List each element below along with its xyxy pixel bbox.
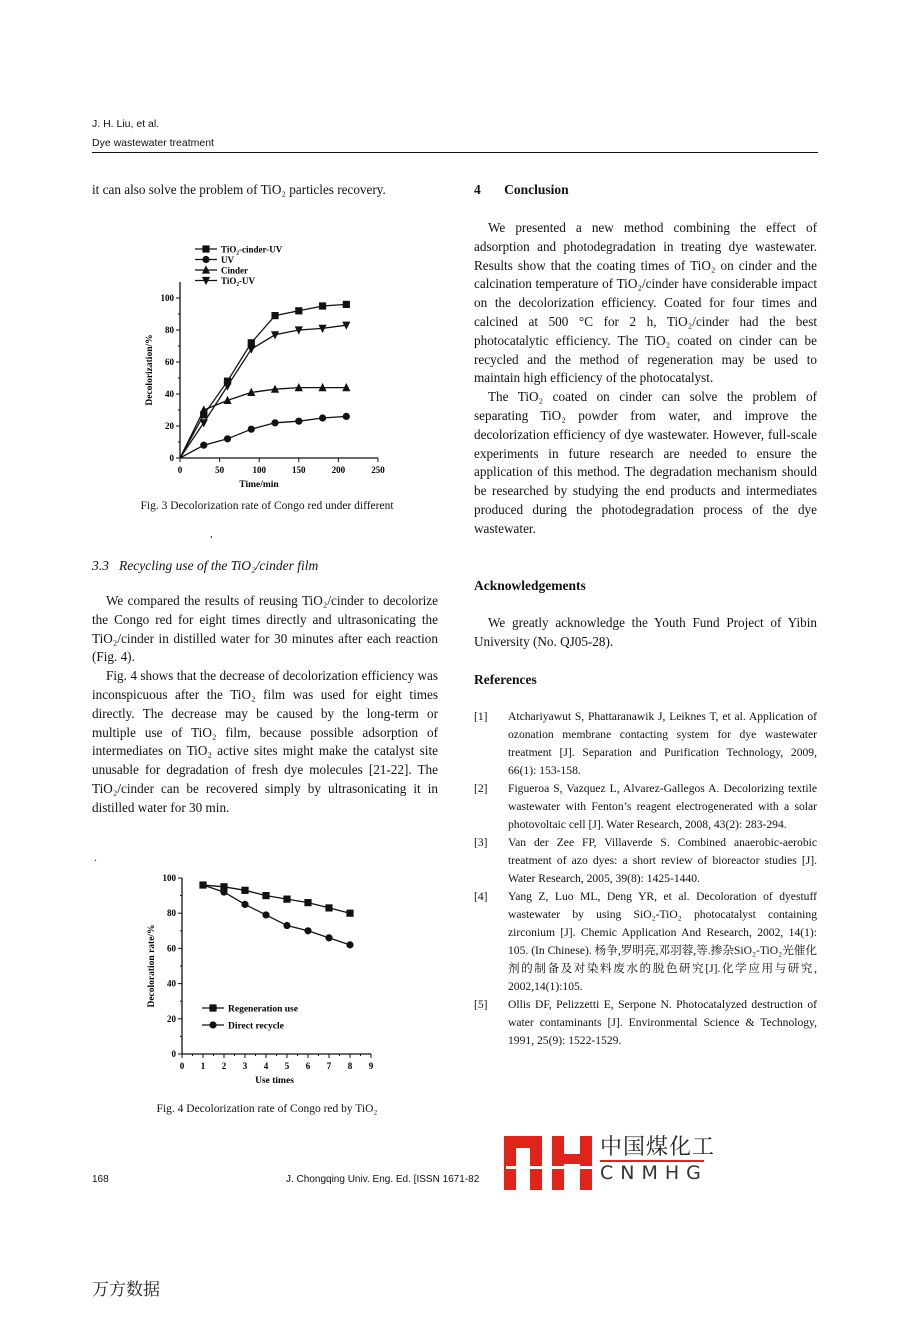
paragraph: We greatly acknowledge the Youth Fund Project of Yibin University (No. QJ05-28). xyxy=(474,615,817,649)
svg-text:20: 20 xyxy=(165,421,174,431)
svg-text:Time/min: Time/min xyxy=(239,480,279,490)
reference-item xyxy=(474,834,817,888)
reference-item xyxy=(474,780,817,834)
reference-number: [4] xyxy=(474,890,488,903)
svg-text:Decolorization/%: Decolorization/% xyxy=(145,334,155,406)
logo-chinese-name: 中国煤化工 xyxy=(600,1135,716,1160)
fig4-chart xyxy=(140,866,400,1094)
svg-text:80: 80 xyxy=(165,325,174,335)
svg-text:0: 0 xyxy=(177,465,183,475)
svg-text:0: 0 xyxy=(171,1049,176,1059)
reference-text: Atchariyawut S, Phattaranawik J, Leiknes T, et al. Application of ozonation membrane contacting system for dye wastewater treatment [J]. Separation and Purification Technology, 2009, 66(1): 153-158. xyxy=(508,710,817,777)
svg-text:50: 50 xyxy=(215,465,225,475)
svg-text:UV: UV xyxy=(221,255,234,265)
reference-number: [3] xyxy=(474,836,488,849)
paragraph: The TiO₂ coated on cinder can solve the problem of separating TiO₂ powder from water, and improve the decolorization efficiency of dye wastewater. However, full-scale experiments in future research are needed to ensure the application of this method. The degradation mechanism should be researched by studying the end products and intermediates produced during the photodegradation process of the dye wastewater. xyxy=(474,389,817,536)
reference-number: [1] xyxy=(474,710,488,723)
section-3-3-heading xyxy=(92,558,318,574)
mh-logo-icon xyxy=(500,1128,596,1192)
section-number: 3.3 xyxy=(92,558,109,573)
svg-text:7: 7 xyxy=(326,1061,332,1071)
svg-text:5: 5 xyxy=(284,1061,290,1071)
svg-text:TiO₂-UV: TiO₂-UV xyxy=(221,276,256,286)
acknowledgements-heading: Acknowledgements xyxy=(474,578,586,593)
paragraph: We presented a new method combining the effect of adsorption and photodegradation in treating dye wastewater. Results show that the coating times of TiO₂ on cinder and the calcination temperature of TiO₂/cinder have considerable impact on the decolorization efficiency. Coated for four times and calcined at 500 °C for 2 h, TiO₂/cinder had the best photocatalytic efficiency. The TiO₂ coated on cinder can be recycled and the method of regeneration may be used to maintain high efficiency of the photocatalyst. xyxy=(474,220,817,386)
svg-text:TiO₂-cinder-UV: TiO₂-cinder-UV xyxy=(221,244,283,255)
reference-number: [2] xyxy=(474,782,488,795)
page-number: 168 xyxy=(92,1174,109,1185)
fig3-chart xyxy=(140,232,410,500)
section-3-3-body xyxy=(92,592,438,818)
svg-text:4: 4 xyxy=(263,1061,269,1071)
svg-text:0: 0 xyxy=(169,453,174,463)
svg-text:Use times: Use times xyxy=(255,1076,294,1086)
svg-text:100: 100 xyxy=(160,293,174,303)
conclusion-heading xyxy=(474,182,569,198)
svg-text:1: 1 xyxy=(200,1061,206,1071)
section-title: Recycling use of the TiO₂/cinder film xyxy=(119,558,319,573)
stray-dot: . xyxy=(94,850,97,864)
reference-number: [5] xyxy=(474,998,488,1011)
header-rule xyxy=(92,152,818,153)
section-number: 4 xyxy=(474,182,481,197)
wanfang-watermark: 万方数据 xyxy=(92,1280,160,1300)
svg-text:6: 6 xyxy=(305,1061,311,1071)
header-authors: J. H. Liu, et al. xyxy=(92,118,160,130)
svg-text:200: 200 xyxy=(331,465,346,475)
reference-text: Yang Z, Luo ML, Deng YR, et al. Decoloration of dyestuff wastewater by using SiO₂-TiO₂ photocatalyst containing zirconium [J]. Chemic Application And Research, 2002, 14(1): 105. (In Chinese). 杨争,罗明亮,邓羽蓉,等.掺杂SiO₂-TiO₂光催化剂的制备及对染料废水的脱色研究[J].化学应用与研究, 2002,14(1):105. xyxy=(508,890,817,993)
fig4-caption: Fig. 4 Decolorization rate of Congo red by TiO₂ xyxy=(156,1103,378,1115)
svg-text:80: 80 xyxy=(167,908,176,919)
reference-text: Figueroa S, Vazquez L, Alvarez-Gallegos A. Decolorizing textile wastewater with Fenton’s reagent electrogenerated with a solar photovoltaic cell [J]. Water Research, 2008, 43(2): 283-294. xyxy=(508,782,817,831)
svg-text:Decoloration rate/%: Decoloration rate/% xyxy=(147,924,157,1008)
reference-item xyxy=(474,888,817,996)
svg-text:Direct recycle: Direct recycle xyxy=(228,1021,284,1032)
svg-text:Cinder: Cinder xyxy=(221,265,248,276)
conclusion-body xyxy=(474,219,817,539)
svg-text:8: 8 xyxy=(347,1061,353,1071)
svg-text:100: 100 xyxy=(162,873,176,883)
svg-text:60: 60 xyxy=(165,357,174,367)
paragraph: Fig. 4 shows that the decrease of decolorization efficiency was inconspicuous after the TiO₂ film was used for eight times directly. The decrease may be caused by the long-term or multiple use of TiO₂ film, because possible adsorption of intermediates on TiO₂ active sites might make the catalyst site unusable for degradation of fresh dye molecules [21-22]. The TiO₂/cinder can be recovered simply by ultrasonicating it in distilled water for 30 min. xyxy=(92,668,438,815)
svg-text:40: 40 xyxy=(165,389,174,399)
reference-text: Van der Zee FP, Villaverde S. Combined anaerobic-aerobic treatment of azo dyes: a short review of bioreactor studies [J]. Water Research, 2005, 39(8): 1425-1440. xyxy=(508,836,817,885)
svg-text:20: 20 xyxy=(167,1013,176,1024)
svg-text:3: 3 xyxy=(242,1061,248,1071)
acknowledgements-body xyxy=(474,614,817,652)
reference-text: Ollis DF, Pelizzetti E, Serpone N. Photocatalyzed destruction of water contaminants [J]. Environmental Science & Technology, 1991, 25(9): 1522-1529. xyxy=(508,998,817,1047)
paragraph: We compared the results of reusing TiO₂/cinder to decolorize the Congo red for eight times directly and ultrasonicating the TiO₂/cinder in distilled water for 30 minutes after each reaction (Fig. 4). xyxy=(92,593,438,665)
references-list xyxy=(474,708,817,1050)
logo-english-name: CNMHG xyxy=(600,1162,708,1184)
svg-text:150: 150 xyxy=(292,465,306,475)
stray-mark: , xyxy=(210,528,213,540)
section-title: Conclusion xyxy=(504,182,569,197)
svg-text:40: 40 xyxy=(167,978,176,989)
svg-text:250: 250 xyxy=(371,465,385,475)
reference-item xyxy=(474,996,817,1050)
svg-text:100: 100 xyxy=(252,465,266,475)
journal-citation: J. Chongqing Univ. Eng. Ed. [ISSN 1671-82 xyxy=(286,1174,480,1185)
carryover-text: it can also solve the problem of TiO₂ particles recovery. xyxy=(92,182,386,197)
svg-text:60: 60 xyxy=(167,943,176,954)
header-running-title: Dye wastewater treatment xyxy=(92,137,214,149)
reference-item xyxy=(474,708,817,780)
cnmhg-logo xyxy=(500,1128,750,1192)
svg-text:Regeneration use: Regeneration use xyxy=(228,1004,298,1015)
fig3-caption: Fig. 3 Decolorization rate of Congo red under different xyxy=(140,500,394,512)
references-heading: References xyxy=(474,672,537,687)
svg-text:2: 2 xyxy=(221,1061,227,1071)
svg-text:0: 0 xyxy=(179,1061,185,1071)
svg-text:9: 9 xyxy=(368,1061,374,1071)
